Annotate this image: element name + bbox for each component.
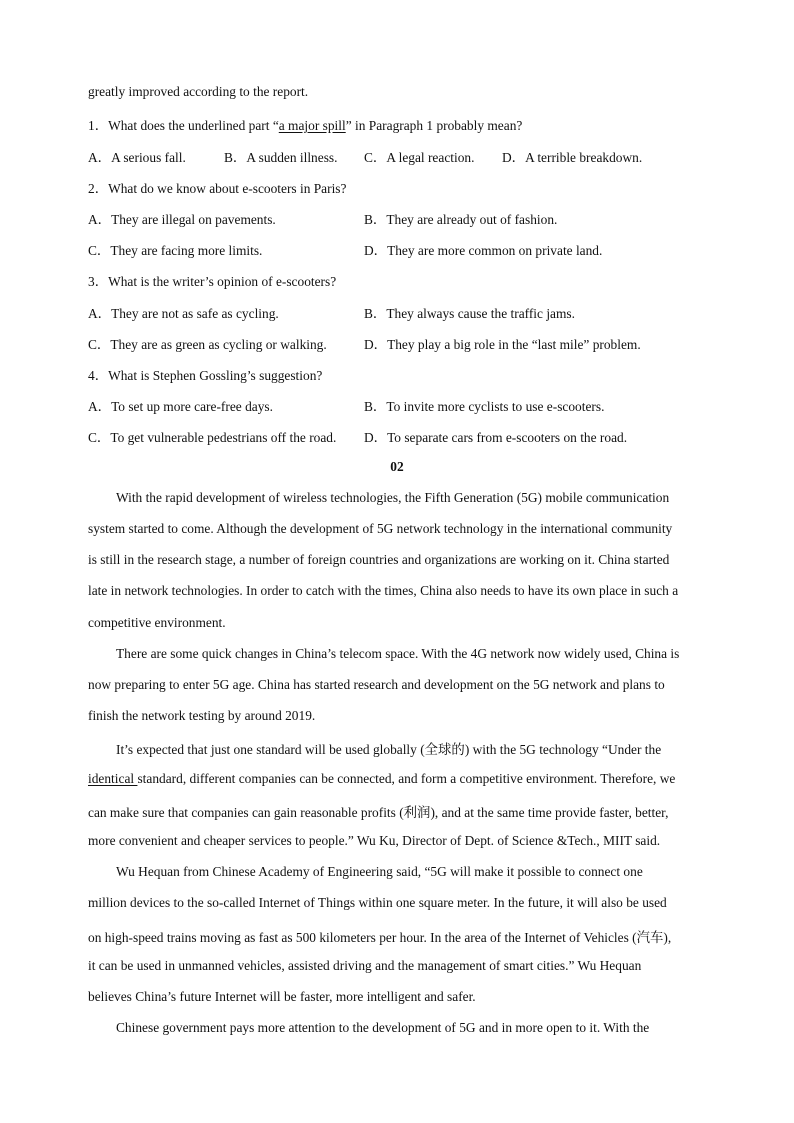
q4-option-d[interactable]: D．To separate cars from e-scooters on the road. [364, 430, 628, 445]
q1-option-a[interactable]: A．A serious fall. [88, 150, 186, 165]
paragraph-line: believes China’s future Internet will be faster, more intelligent and safer. [88, 989, 476, 1004]
q4-option-c[interactable]: C．To get vulnerable pedestrians off the road. [88, 430, 337, 445]
question-number: 1． [88, 118, 109, 133]
question-text: What does the underlined part “ [108, 118, 279, 133]
question-2-stem [88, 178, 346, 197]
paragraph-line: now preparing to enter 5G age. China has started research and development on the 5G network and plans to [88, 677, 665, 692]
question-4-stem [88, 365, 322, 384]
question-number: 3． [88, 274, 109, 289]
paragraph-line: more convenient and cheaper services to people.” Wu Ku, Director of Dept. of Science &Tech., MIIT said. [88, 833, 661, 848]
paragraph-line: identical standard, different companies can be connected, and form a competitive environment. Therefore, we [88, 771, 676, 786]
q2-option-b[interactable]: B．They are already out of fashion. [364, 212, 558, 227]
question-1-stem [88, 115, 522, 134]
q1-option-c[interactable]: C．A legal reaction. [364, 150, 475, 165]
section-number: 02 [390, 459, 404, 474]
underlined-word: identical [88, 771, 138, 786]
q4-option-a[interactable]: A．To set up more care-free days. [88, 399, 273, 414]
paragraph-line: late in network technologies. In order to catch with the times, China also needs to have its own place in such a [88, 583, 679, 598]
question-number: 2． [88, 181, 109, 196]
paragraph-line: it can be used in unmanned vehicles, assisted driving and the management of smart cities.” Wu Hequan [88, 958, 642, 973]
paragraph-line: There are some quick changes in China’s telecom space. With the 4G network now widely used, China is [116, 646, 680, 661]
q2-option-c[interactable]: C．They are facing more limits. [88, 243, 263, 258]
paragraph-line: finish the network testing by around 2019. [88, 708, 316, 723]
q3-option-b[interactable]: B．They always cause the traffic jams. [364, 306, 575, 321]
passage-tail: greatly improved according to the report. [88, 84, 309, 99]
question-3-stem [88, 271, 336, 290]
question-text: ” in Paragraph 1 probably mean? [345, 118, 523, 133]
paragraph-line: Chinese government pays more attention to the development of 5G and in more open to it. With the [116, 1020, 650, 1035]
paragraph-line: is still in the research stage, a number of foreign countries and organizations are working on it. China started [88, 552, 670, 567]
q3-option-d[interactable]: D．They play a big role in the “last mile” problem. [364, 337, 641, 352]
paragraph-line: Wu Hequan from Chinese Academy of Engineering said, “5G will make it possible to connect one [116, 864, 643, 879]
question-number: 4． [88, 368, 109, 383]
paragraph-line: million devices to the so-called Internet of Things within one square meter. In the future, it will also be used [88, 895, 667, 910]
q2-option-a[interactable]: A．They are illegal on pavements. [88, 212, 276, 227]
paragraph-line: With the rapid development of wireless technologies, the Fifth Generation (5G) mobile communication [116, 490, 670, 505]
paragraph-line: It’s expected that just one standard will be used globally (全球的) with the 5G technology “Under the [116, 742, 662, 757]
q2-option-d[interactable]: D．They are more common on private land. [364, 243, 603, 258]
question-text: What is Stephen Gossling’s suggestion? [108, 368, 323, 383]
question-text: What is the writer’s opinion of e-scooters? [108, 274, 337, 289]
q1-option-d[interactable]: D．A terrible breakdown. [502, 150, 643, 165]
paragraph-line: on high-speed trains moving as fast as 500 kilometers per hour. In the area of the Internet of Vehicles (汽车), [88, 930, 672, 945]
paragraph-line: system started to come. Although the development of 5G network technology in the international community [88, 521, 673, 536]
q4-option-b[interactable]: B．To invite more cyclists to use e-scooters. [364, 399, 605, 414]
q3-option-c[interactable]: C．They are as green as cycling or walking. [88, 337, 327, 352]
paragraph-line: can make sure that companies can gain reasonable profits (利润), and at the same time provide faster, better, [88, 805, 669, 820]
paragraph-line: competitive environment. [88, 615, 226, 630]
underlined-phrase: a major spill [278, 118, 346, 133]
q1-option-b[interactable]: B．A sudden illness. [224, 150, 338, 165]
question-text: What do we know about e-scooters in Paris? [108, 181, 347, 196]
q3-option-a[interactable]: A．They are not as safe as cycling. [88, 306, 279, 321]
